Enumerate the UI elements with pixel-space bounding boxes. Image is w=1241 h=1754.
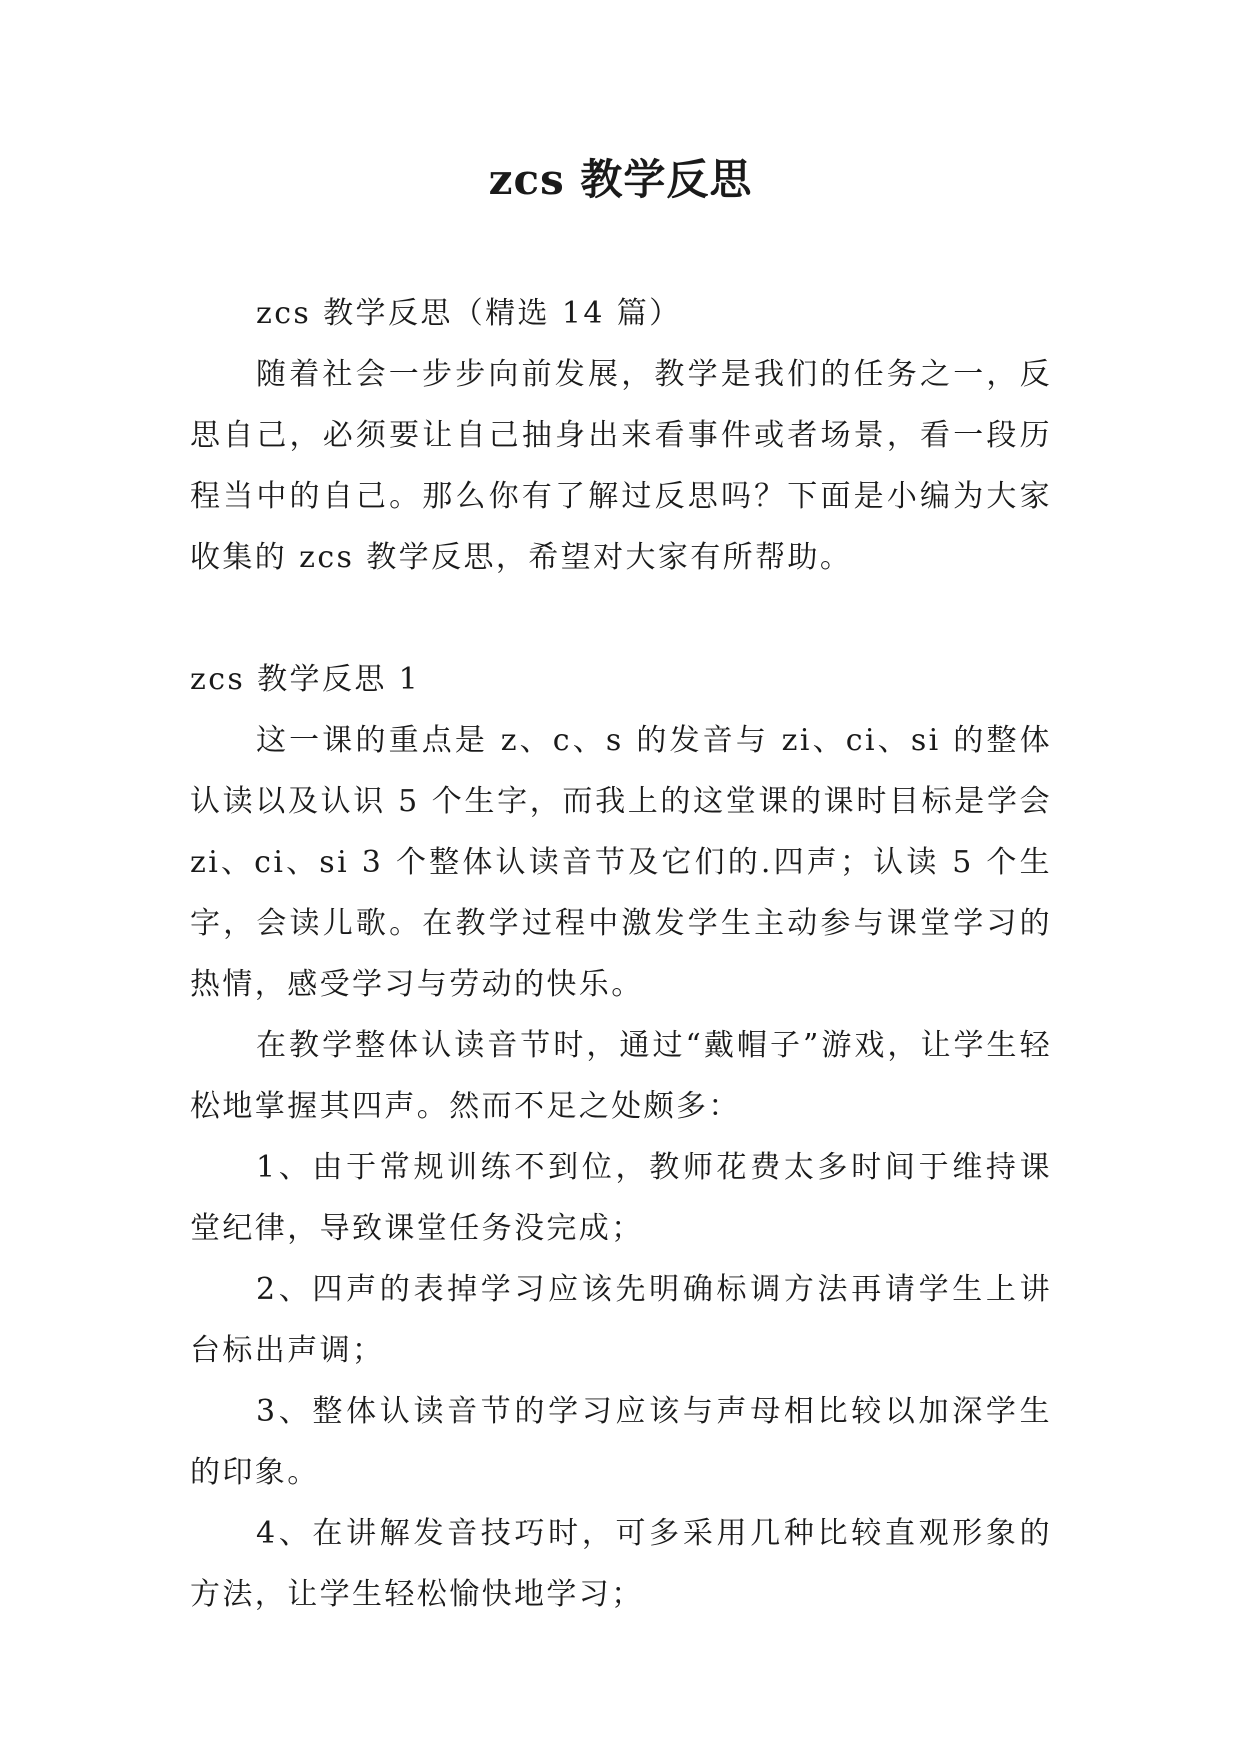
intro-paragraph: 随着社会一步步向前发展，教学是我们的任务之一，反思自己，必须要让自己抽身出来看事件或者场景，看一段历程当中的自己。那么你有了解过反思吗？下面是小编为大家收集的 zcs 教学反思，希望对大家有所帮助。 — [190, 357, 1052, 575]
list-item-4: 4、在讲解发音技巧时，可多采用几种比较直观形象的方法，让学生轻松愉快地学习； — [190, 1516, 1052, 1612]
section-heading: zcs 教学反思 1 — [190, 662, 421, 697]
body-paragraph-1: 这一课的重点是 z、c、s 的发音与 zi、ci、si 的整体认读以及认识 5 个生字，而我上的这堂课的课时目标是学会 zi、ci、si 3 个整体认读音节及它们的.四声；认读 5 个生字，会读儿歌。在教学过程中激发学生主动参与课堂学习的热情，感受学习与劳动的快乐。 — [190, 723, 1052, 1002]
list-item-1: 1、由于常规训练不到位，教师花费太多时间于维持课堂纪律，导致课堂任务没完成； — [190, 1150, 1052, 1246]
list-item-3: 3、整体认读音节的学习应该与声母相比较以加深学生的印象。 — [190, 1394, 1052, 1490]
paragraph-spacer — [190, 588, 1052, 649]
list-item-2: 2、四声的表掉学习应该先明确标调方法再请学生上讲台标出声调； — [190, 1272, 1052, 1368]
document-title: zcs 教学反思 — [488, 155, 753, 204]
body-paragraph-2: 在教学整体认读音节时，通过“戴帽子”游戏，让学生轻松地掌握其四声。然而不足之处颇多： — [190, 1028, 1052, 1124]
document-subtitle: zcs 教学反思（精选 14 篇） — [256, 296, 682, 331]
document-body — [190, 283, 1052, 1625]
